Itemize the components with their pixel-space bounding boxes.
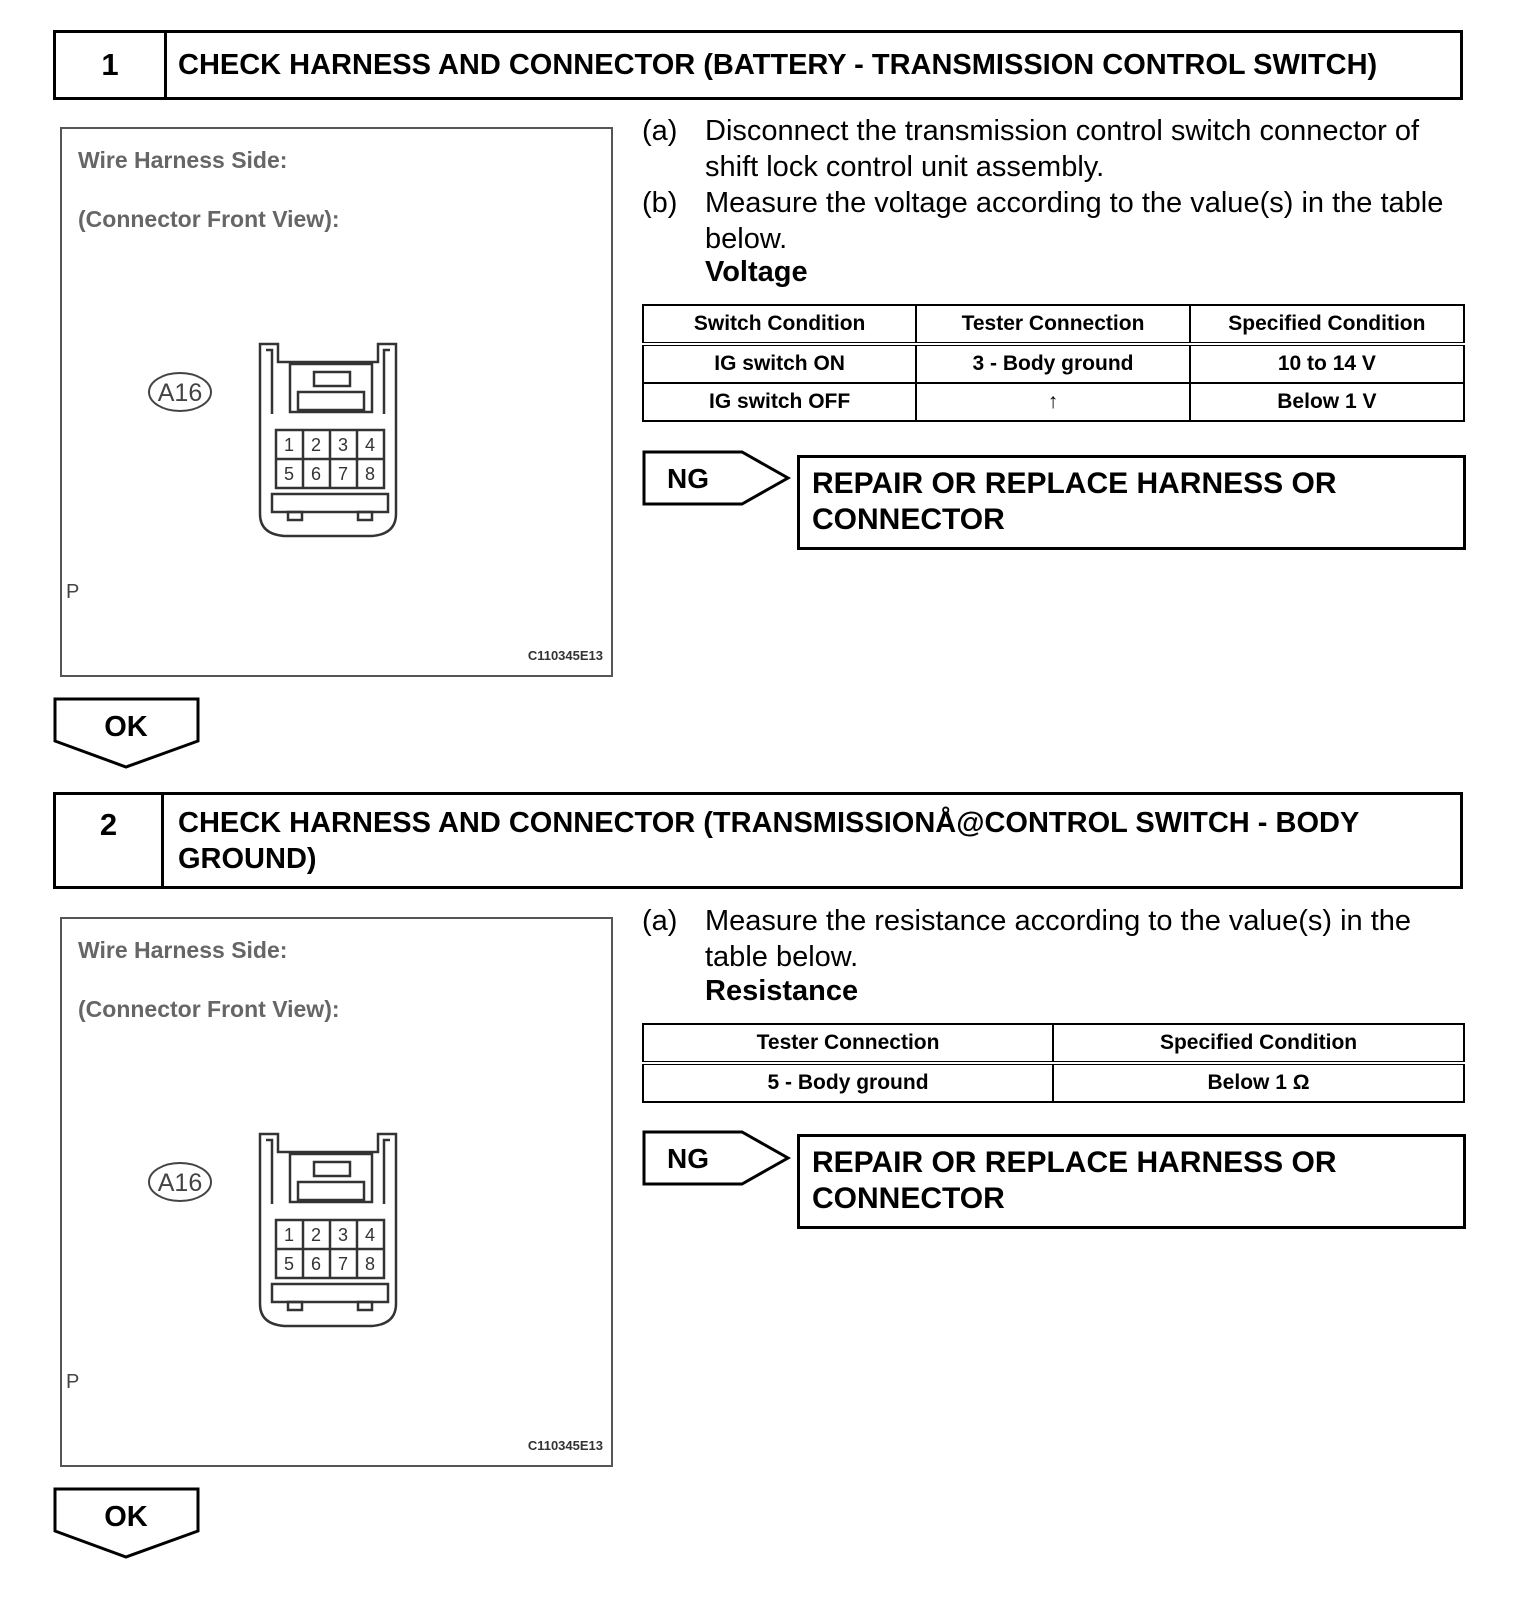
header-cell: Switch Condition <box>643 305 916 344</box>
figure-heading: Wire Harness Side: <box>78 937 288 963</box>
header-cell: Specified Condition <box>1053 1024 1464 1063</box>
step-title: CHECK HARNESS AND CONNECTOR (BATTERY - TRANSMISSION CONTROL SWITCH) <box>178 49 1378 81</box>
pin-5: 5 <box>283 1254 295 1274</box>
ok-label: OK <box>104 711 148 743</box>
pin-3: 3 <box>337 1225 349 1245</box>
pin-1: 1 <box>283 435 295 455</box>
ng-action-box: REPAIR OR REPLACE HARNESS OR CONNECTOR <box>797 455 1466 550</box>
table-row <box>643 1063 1464 1102</box>
figure-code: C110345E13 <box>527 1438 603 1453</box>
connector-figure <box>60 917 613 1467</box>
instruction-text: Measure the resistance according to the value(s) in the table below. <box>705 905 1412 973</box>
connector-figure <box>60 127 613 677</box>
table-cell: Below 1 V <box>1190 383 1464 421</box>
instruction-label: (a) <box>642 905 678 937</box>
table-row <box>643 383 1464 421</box>
figure-corner-mark: P <box>66 1371 80 1393</box>
connector-label: A16 <box>157 1169 203 1197</box>
figure-code: C110345E13 <box>527 648 603 663</box>
instruction-text: Measure the voltage according to the value(s) in the table below. <box>705 187 1444 255</box>
table-cell: IG switch OFF <box>643 383 916 421</box>
pin-2: 2 <box>310 1225 322 1245</box>
table-row <box>643 344 1464 383</box>
table-header-row <box>643 305 1464 344</box>
header-cell: Tester Connection <box>916 305 1190 344</box>
ng-label: NG <box>667 463 709 494</box>
instruction-label: (a) <box>642 115 678 147</box>
ng-arrow <box>642 1130 792 1190</box>
ng-arrow <box>642 450 792 510</box>
ng-action-box: REPAIR OR REPLACE HARNESS OR CONNECTOR <box>797 1134 1466 1229</box>
pin-8: 8 <box>364 1254 376 1274</box>
table-header-row <box>643 1024 1464 1063</box>
table-cell: 5 - Body ground <box>643 1063 1053 1102</box>
figure-subheading: (Connector Front View): <box>78 206 340 232</box>
ok-label: OK <box>104 1501 148 1533</box>
figure-subheading: (Connector Front View): <box>78 996 340 1022</box>
step-title: CHECK HARNESS AND CONNECTOR (TRANSMISSIONÅ@CONTROL SWITCH - BODY GROUND) <box>178 807 1359 875</box>
step-number: 1 <box>56 33 167 97</box>
header-cell: Specified Condition <box>1190 305 1464 344</box>
connector-diagram <box>142 334 442 554</box>
pin-7: 7 <box>337 1254 349 1274</box>
connector-diagram <box>142 1124 442 1344</box>
pin-8: 8 <box>364 464 376 484</box>
pin-7: 7 <box>337 464 349 484</box>
pin-4: 4 <box>364 1225 376 1245</box>
connector-label: A16 <box>157 379 203 407</box>
instruction-a <box>642 903 1462 975</box>
pin-1: 1 <box>283 1225 295 1245</box>
ok-arrow <box>53 1487 203 1562</box>
pin-3: 3 <box>337 435 349 455</box>
table-caption: Voltage <box>705 256 808 288</box>
pin-6: 6 <box>310 464 322 484</box>
table-cell: 3 - Body ground <box>916 344 1190 383</box>
instruction-text: Disconnect the transmission control switch connector of shift lock control unit assembly. <box>705 115 1420 183</box>
pin-2: 2 <box>310 435 322 455</box>
ok-arrow <box>53 697 203 772</box>
pin-4: 4 <box>364 435 376 455</box>
table-cell: Below 1 Ω <box>1053 1063 1464 1102</box>
table-cell: IG switch ON <box>643 344 916 383</box>
header-cell: Tester Connection <box>643 1024 1053 1063</box>
resistance-table <box>642 1023 1465 1103</box>
instruction-b <box>642 185 1462 257</box>
figure-heading: Wire Harness Side: <box>78 147 288 173</box>
table-cell: 10 to 14 V <box>1190 344 1464 383</box>
voltage-table <box>642 304 1465 422</box>
step-1-header <box>53 30 1463 100</box>
step-2-header <box>53 792 1463 889</box>
step-number: 2 <box>56 795 164 886</box>
instruction-label: (b) <box>642 187 678 219</box>
table-cell: ↑ <box>916 383 1190 421</box>
ng-label: NG <box>667 1143 709 1174</box>
figure-corner-mark: P <box>66 581 80 603</box>
instruction-a <box>642 113 1462 185</box>
pin-5: 5 <box>283 464 295 484</box>
pin-6: 6 <box>310 1254 322 1274</box>
table-caption: Resistance <box>705 975 859 1007</box>
